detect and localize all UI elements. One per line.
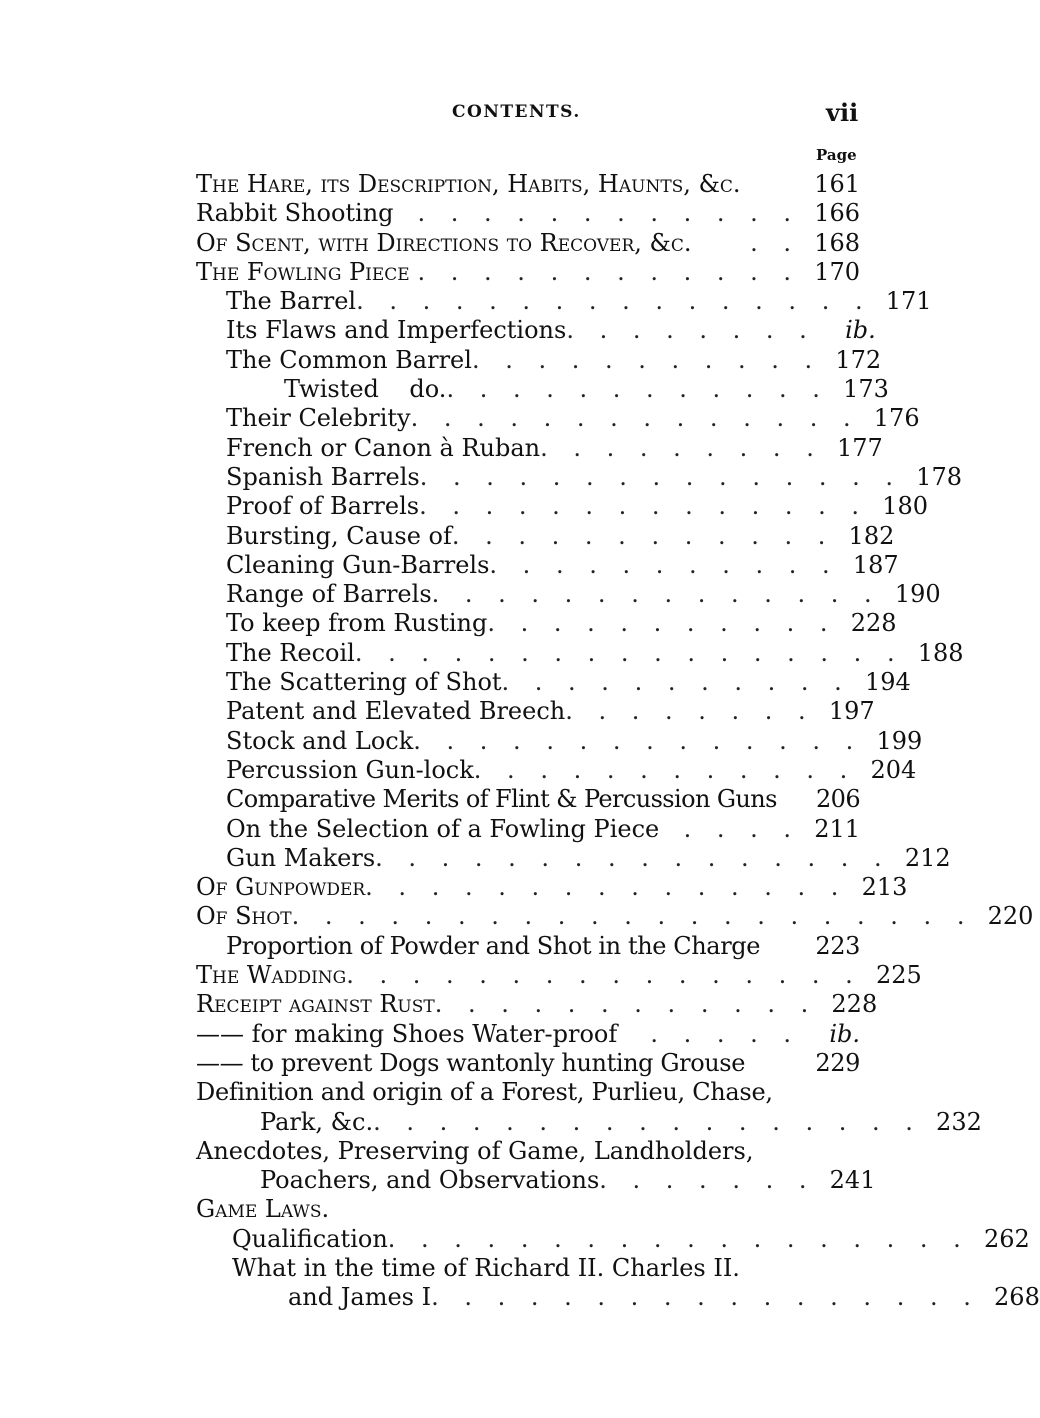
toc-entry: —— for making Shoes Water-proof . . . . . ib. [196,1019,860,1048]
toc-entry: Twisted do. . . . . . . . . . . . . 173 [284,375,889,404]
toc-entry: The Wadding . . . . . . . . . . . . . . . . 225 [196,961,922,990]
toc-entry: Bursting, Cause of . . . . . . . . . . . . 182 [226,521,895,550]
toc-entry: Its Flaws and Imperfections . . . . . . . . ib. [226,316,876,345]
toc-entry: Percussion Gun-lock . . . . . . . . . . . . 204 [226,755,917,784]
toc-entry: Anecdotes, Preserving of Game, Landholders, [196,1136,754,1165]
toc-entry: The Fowling Piece . . . . . . . . . . . . 170 [196,257,860,286]
toc-entry: The Barrel . . . . . . . . . . . . . . . . 171 [226,287,932,316]
toc-entry: The Scattering of Shot . . . . . . . . . . . 194 [226,668,911,697]
toc-entry: French or Canon à Ruban . . . . . . . . . 177 [226,433,883,462]
toc-entry: Poachers, and Observations . . . . . . . 241 [260,1166,876,1195]
page-number: vii [826,98,859,127]
toc-entry: Qualification . . . . . . . . . . . . . . . . . . 262 [232,1224,1030,1253]
toc-entry: Spanish Barrels . . . . . . . . . . . . . . . 178 [226,462,962,491]
toc-entry: Comparative Merits of Flint & Percussion Guns 206 [226,785,860,814]
toc-entry: Park, &c. . . . . . . . . . . . . . . . . . 232 [260,1107,982,1136]
table-of-contents [196,170,1040,1313]
toc-entry: On the Selection of a Fowling Piece . . . . 211 [226,814,860,843]
toc-entry: Game Laws. [196,1195,330,1224]
toc-entry: To keep from Rusting . . . . . . . . . . . 228 [226,609,897,638]
toc-entry: Definition and origin of a Forest, Purlieu, Chase, [196,1078,773,1107]
toc-entry: Range of Barrels . . . . . . . . . . . . . . 190 [226,580,941,609]
toc-entry: Of Gunpowder . . . . . . . . . . . . . . . 213 [196,873,908,902]
toc-entry: Patent and Elevated Breech . . . . . . . . 197 [226,697,875,726]
running-title: CONTENTS. [452,102,581,122]
toc-entry: and James I . . . . . . . . . . . . . . . . . 268 [288,1283,1040,1312]
toc-entry: Proof of Barrels . . . . . . . . . . . . . . 180 [226,492,929,521]
toc-entry: Cleaning Gun-Barrels . . . . . . . . . . . 187 [226,550,899,579]
toc-entry: Receipt against Rust . . . . . . . . . . . . 228 [196,990,878,1019]
toc-entry: —— to prevent Dogs wantonly hunting Grouse 229 [196,1048,860,1077]
toc-entry: Of Shot . . . . . . . . . . . . . . . . . . . . . 220 [196,902,1034,931]
toc-entry: Gun Makers . . . . . . . . . . . . . . . . 212 [226,843,951,872]
toc-entry: The Hare, its Description, Habits, Haunts, &c. 161 [196,170,860,198]
toc-entry: Rabbit Shooting . . . . . . . . . . . . 166 [196,199,860,228]
toc-entry: What in the time of Richard II. Charles II. [232,1253,740,1282]
page-column-label: Page [816,146,857,164]
toc-entry: Their Celebrity . . . . . . . . . . . . . . 176 [226,404,920,433]
toc-entry: Proportion of Powder and Shot in the Charge 223 [226,931,860,960]
toc-entry: Stock and Lock . . . . . . . . . . . . . . 199 [226,726,923,755]
toc-entry: The Recoil . . . . . . . . . . . . . . . . . 188 [226,638,964,667]
page-header [0,98,1000,138]
toc-entry: The Common Barrel . . . . . . . . . . . 172 [226,345,882,374]
toc-entry: Of Scent, with Directions to Recover, &c. . . 168 [196,228,860,257]
